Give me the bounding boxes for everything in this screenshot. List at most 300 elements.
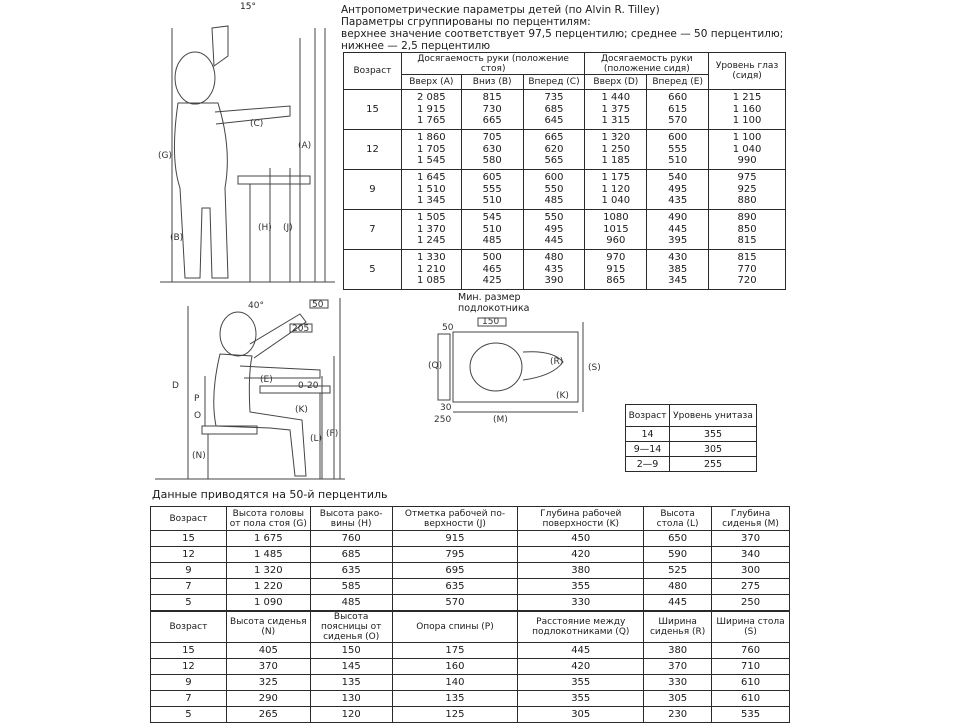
reach-value: 435 — [668, 195, 688, 207]
document-title: Антропометрические параметры детей (по Alvin R. Tilley) — [341, 4, 660, 16]
reach-value: 570 — [668, 115, 688, 127]
reach-value-cell-e — [647, 130, 709, 170]
reach-value: 815 — [737, 252, 757, 264]
reach-value: 975 — [737, 172, 757, 184]
reach-value: 815 — [482, 92, 502, 104]
reach-value: 1 315 — [601, 115, 631, 127]
reach-value-cell-e — [647, 90, 709, 130]
reach-value-cell-e — [647, 250, 709, 290]
dimensions-table-1-cell: 915 — [392, 531, 518, 547]
toilet-age-cell: 9—14 — [626, 442, 670, 457]
dimensions-table-2-cell: 230 — [644, 707, 712, 723]
reach-table-row — [344, 90, 786, 130]
dimensions-table-1-cell: 450 — [518, 531, 644, 547]
dimensions-table-2-cell: 355 — [518, 691, 644, 707]
dimensions-table-2-header-cell: Ширина сиденья (R) — [644, 612, 712, 643]
dimensions-table-1-header-cell: Отметка рабочей по-верхности (J) — [392, 507, 518, 531]
reach-value: 705 — [482, 132, 502, 144]
table-top — [238, 176, 310, 184]
dimensions-table-2-cell: 535 — [712, 707, 790, 723]
raised-arm-outline — [250, 314, 306, 358]
reach-value: 550 — [544, 183, 564, 195]
dimensions-table-1-cell: 355 — [518, 579, 644, 595]
armrest-label-r: (R) — [550, 357, 564, 367]
label-c: (C) — [250, 119, 264, 129]
reach-value: 660 — [668, 92, 688, 104]
reach-value-cell-c — [523, 210, 585, 250]
dimensions-table-2-row — [151, 659, 790, 675]
dimensions-table-2-cell: 160 — [392, 659, 518, 675]
reach-value: 1015 — [603, 223, 629, 235]
reach-value: 925 — [737, 183, 757, 195]
reach-value: 495 — [544, 223, 564, 235]
reach-value: 425 — [482, 275, 502, 287]
dimensions-table-1-cell: 1 675 — [226, 531, 310, 547]
toilet-level-cell: 305 — [670, 442, 757, 457]
dimensions-table-2-body — [151, 643, 790, 723]
dimensions-table-2-cell: 370 — [226, 659, 310, 675]
dimensions-table-1-header-cell: Высота головы от пола стоя (G) — [226, 507, 310, 531]
body-outline — [214, 354, 306, 476]
reach-table-row — [344, 250, 786, 290]
reach-value-cell-d — [585, 210, 647, 250]
eye-level-header: Уровень глаз (сидя) — [709, 53, 786, 90]
dimensions-table-1-cell: 525 — [644, 563, 712, 579]
dimensions-table-1-cell: 380 — [518, 563, 644, 579]
toilet-level-row — [626, 457, 757, 472]
reach-value: 770 — [737, 263, 757, 275]
dimensions-table-1-cell: 445 — [644, 595, 712, 611]
label-205: 205 — [292, 324, 310, 334]
reach-age-cell: 7 — [344, 210, 402, 250]
reach-value: 445 — [544, 235, 564, 247]
dimensions-table-1-row — [151, 595, 790, 611]
reach-value-cell-d — [585, 130, 647, 170]
reach-value-cell-e — [647, 210, 709, 250]
dimensions-table-2-cell: 135 — [310, 675, 392, 691]
col-up-a: Вверх (A) — [401, 75, 461, 90]
toilet-level-row — [626, 442, 757, 457]
dimensions-table-2-row — [151, 675, 790, 691]
armrest-label-50: 50 — [442, 323, 454, 333]
reach-value: 430 — [668, 252, 688, 264]
reach-value: 1 250 — [601, 143, 631, 155]
dimensions-table-2-cell: 15 — [151, 643, 227, 659]
reach-value: 1 245 — [417, 235, 446, 247]
reach-value: 1 370 — [417, 223, 446, 235]
dimensions-table-2-header — [151, 612, 790, 643]
child-head-plan — [470, 343, 522, 391]
label-50: 50 — [312, 300, 324, 310]
reach-value-cell-d — [585, 250, 647, 290]
reach-value-cell-d — [585, 90, 647, 130]
col-forward-e: Вперед (E) — [647, 75, 709, 90]
toilet-level-cell: 355 — [670, 427, 757, 442]
dimensions-table-2-cell: 5 — [151, 707, 227, 723]
dimensions-table-2-cell: 305 — [518, 707, 644, 723]
reach-value: 1 860 — [417, 132, 446, 144]
reach-value: 2 085 — [417, 92, 446, 104]
dimensions-table-2-cell: 7 — [151, 691, 227, 707]
dimensions-table-2-cell: 325 — [226, 675, 310, 691]
reach-value-cell-b — [461, 170, 523, 210]
reach-value: 600 — [544, 172, 564, 184]
reach-value: 510 — [482, 195, 502, 207]
reach-value-cell-a — [401, 130, 461, 170]
reach-value: 915 — [606, 263, 626, 275]
reach-value: 565 — [544, 155, 564, 167]
dimensions-table-2-cell: 130 — [310, 691, 392, 707]
reach-value: 385 — [668, 263, 688, 275]
angle-label: 15° — [240, 2, 256, 12]
dimensions-table-2-header-cell: Высота сиденья (N) — [226, 612, 310, 643]
reach-value: 615 — [668, 103, 688, 115]
dimensions-table-1-cell: 5 — [151, 595, 227, 611]
reach-value: 485 — [544, 195, 564, 207]
dimensions-table-2-cell: 370 — [644, 659, 712, 675]
dimensions-table-1-cell: 585 — [310, 579, 392, 595]
reach-age-cell: 15 — [344, 90, 402, 130]
dimensions-table-2-cell: 445 — [518, 643, 644, 659]
dimensions-table-2-row — [151, 691, 790, 707]
reach-age-cell: 5 — [344, 250, 402, 290]
reach-value: 510 — [668, 155, 688, 167]
dimensions-table-2-header-cell: Высота поясницы от сиденья (O) — [310, 612, 392, 643]
reach-value: 555 — [482, 183, 502, 195]
toilet-level-cell: 255 — [670, 457, 757, 472]
label-o: O — [194, 411, 202, 421]
dimensions-table-1-cell: 650 — [644, 531, 712, 547]
reach-value: 1 100 — [732, 132, 762, 144]
reach-value: 620 — [544, 143, 564, 155]
dimensions-table-1-cell: 12 — [151, 547, 227, 563]
dimensions-table-2-header-cell: Расстояние между подлокотниками (Q) — [518, 612, 644, 643]
reach-value: 465 — [482, 263, 502, 275]
dimensions-table-2-row — [151, 643, 790, 659]
reach-value: 1 345 — [417, 195, 446, 207]
dimensions-table-1-row — [151, 579, 790, 595]
armrest-title-1: Мин. размер — [458, 292, 521, 303]
reach-value-cell-c — [523, 130, 585, 170]
dimensions-table-2-cell: 380 — [644, 643, 712, 659]
head-outline — [220, 312, 256, 356]
armrest-label-m: (M) — [493, 415, 508, 424]
sitting-child-figure — [150, 296, 350, 486]
dimensions-table-2-cell: 9 — [151, 675, 227, 691]
reach-table — [343, 52, 786, 290]
armrest-label-k: (K) — [556, 391, 569, 401]
reach-value: 890 — [737, 212, 757, 224]
armrest-label-30: 30 — [440, 403, 452, 413]
sitting-reach-header: Досягаемость руки (положение сидя) — [585, 53, 709, 75]
reach-value: 630 — [482, 143, 502, 155]
reach-value: 1080 — [603, 212, 629, 224]
label-0-20: 0-20 — [298, 381, 319, 391]
reach-value: 1 320 — [601, 132, 631, 144]
reach-value-cell-f — [709, 170, 786, 210]
armrest-plan-figure — [428, 312, 613, 424]
reach-table-row — [344, 170, 786, 210]
header-line-4: нижнее — 2,5 перцентилю — [341, 40, 491, 52]
reach-value-cell-f — [709, 210, 786, 250]
dimensions-table-1-cell: 370 — [712, 531, 790, 547]
label-k: (K) — [295, 405, 308, 415]
reach-value: 600 — [668, 132, 688, 144]
armrest-title-2: подлокотника — [458, 303, 530, 314]
armrest-label-s: (S) — [588, 363, 601, 373]
reach-value-cell-b — [461, 250, 523, 290]
reach-value: 605 — [482, 172, 502, 184]
reach-value: 990 — [737, 155, 757, 167]
label-l: (L) — [310, 434, 323, 444]
col-up-d: Вверх (D) — [585, 75, 647, 90]
reach-value: 510 — [482, 223, 502, 235]
dimensions-table-2-cell: 355 — [518, 675, 644, 691]
dimensions-table-1-cell: 250 — [712, 595, 790, 611]
dimensions-table-2-cell: 145 — [310, 659, 392, 675]
dimensions-table-1-cell: 9 — [151, 563, 227, 579]
reach-value: 970 — [606, 252, 626, 264]
dimensions-table-2-cell: 290 — [226, 691, 310, 707]
toilet-level-header: Уровень унитаза — [670, 405, 757, 427]
dimensions-table-1-cell: 340 — [712, 547, 790, 563]
dimensions-table-2-cell: 710 — [712, 659, 790, 675]
reach-value: 850 — [737, 223, 757, 235]
reach-value-cell-f — [709, 90, 786, 130]
label-a: (A) — [298, 141, 312, 151]
dimensions-table-1-header — [151, 507, 790, 531]
toilet-level-row — [626, 427, 757, 442]
raised-arm-outline — [212, 26, 228, 66]
reach-value: 1 215 — [732, 92, 762, 104]
label-40deg: 40° — [248, 301, 264, 311]
reach-value: 735 — [544, 92, 564, 104]
reach-value: 1 100 — [732, 115, 762, 127]
label-j: (J) — [283, 223, 293, 233]
dimensions-table-2-cell: 135 — [392, 691, 518, 707]
reach-value: 490 — [668, 212, 688, 224]
dimensions-table-2-cell: 760 — [712, 643, 790, 659]
reach-value: 395 — [668, 235, 688, 247]
toilet-level-table-body — [626, 427, 757, 472]
reach-value: 545 — [482, 212, 502, 224]
dimensions-table-2-cell: 140 — [392, 675, 518, 691]
reach-value-cell-a — [401, 210, 461, 250]
desk-top — [260, 386, 330, 393]
reach-value: 1 185 — [601, 155, 631, 167]
dimensions-table-1-cell: 695 — [392, 563, 518, 579]
dimensions-table-1-cell: 420 — [518, 547, 644, 563]
dimensions-table-1-cell: 15 — [151, 531, 227, 547]
dimensions-table-1-header-cell: Глубина рабочей поверхности (K) — [518, 507, 644, 531]
col-forward-c: Вперед (C) — [523, 75, 585, 90]
body-outline — [174, 103, 228, 278]
reach-value: 865 — [606, 275, 626, 287]
label-n: (N) — [192, 451, 206, 461]
reach-value-cell-a — [401, 170, 461, 210]
label-g: (G) — [158, 151, 172, 161]
label-f: (F) — [326, 429, 339, 439]
reach-value: 1 175 — [601, 172, 631, 184]
dimensions-table-2-cell: 175 — [392, 643, 518, 659]
dimensions-table-1-cell: 635 — [310, 563, 392, 579]
dimensions-table-1-cell: 485 — [310, 595, 392, 611]
reach-value: 960 — [606, 235, 626, 247]
dimensions-table-1-body — [151, 531, 790, 611]
label-e: (E) — [260, 375, 273, 385]
reach-value: 1 645 — [417, 172, 446, 184]
dimensions-table-2-cell: 12 — [151, 659, 227, 675]
reach-value: 435 — [544, 263, 564, 275]
reach-value-cell-c — [523, 170, 585, 210]
label-b: (B) — [170, 233, 184, 243]
reach-value-cell-b — [461, 90, 523, 130]
reach-value: 1 040 — [601, 195, 631, 207]
toilet-age-header: Возраст — [626, 405, 670, 427]
dimensions-table-1-row — [151, 563, 790, 579]
dimensions-table-1-row — [151, 547, 790, 563]
toilet-age-cell: 2—9 — [626, 457, 670, 472]
reach-value: 1 440 — [601, 92, 631, 104]
reach-value: 1 545 — [417, 155, 446, 167]
dimensions-table-1-cell: 795 — [392, 547, 518, 563]
dimensions-table-2-cell: 610 — [712, 691, 790, 707]
standing-reach-header: Досягаемость руки (положение стоя) — [401, 53, 585, 75]
reach-value: 730 — [482, 103, 502, 115]
reach-value: 1 765 — [417, 115, 446, 127]
reach-value: 1 160 — [732, 103, 762, 115]
reach-value: 445 — [668, 223, 688, 235]
reach-value-cell-e — [647, 170, 709, 210]
reach-value: 1 040 — [732, 143, 762, 155]
dimensions-table-2-header-cell: Возраст — [151, 612, 227, 643]
reach-age-cell: 9 — [344, 170, 402, 210]
reach-value: 1 510 — [417, 183, 446, 195]
dimensions-table-1-cell: 1 320 — [226, 563, 310, 579]
reach-value: 555 — [668, 143, 688, 155]
reach-value: 550 — [544, 212, 564, 224]
col-age-header: Возраст — [344, 53, 402, 90]
label-p: P — [194, 394, 200, 404]
reach-value-cell-f — [709, 130, 786, 170]
reach-value: 815 — [737, 235, 757, 247]
label-d: D — [172, 381, 179, 391]
reach-table-body — [344, 90, 786, 290]
dimensions-table-1-cell: 760 — [310, 531, 392, 547]
standing-child-figure — [150, 8, 340, 290]
reach-table-row — [344, 130, 786, 170]
dimensions-table-2-cell: 265 — [226, 707, 310, 723]
dimensions-table-2-cell: 305 — [644, 691, 712, 707]
reach-value: 1 915 — [417, 103, 446, 115]
head-outline — [175, 52, 215, 104]
reach-value-cell-d — [585, 170, 647, 210]
reach-value: 480 — [544, 252, 564, 264]
col-down-b: Вниз (B) — [461, 75, 523, 90]
reach-value: 390 — [544, 275, 564, 287]
dimensions-table-1 — [150, 506, 790, 611]
dimensions-table-2-cell: 125 — [392, 707, 518, 723]
dimensions-table-2-header-cell: Опора спины (P) — [392, 612, 518, 643]
dimensions-table-1-cell: 300 — [712, 563, 790, 579]
label-h: (H) — [258, 223, 272, 233]
dimensions-table-1-cell: 570 — [392, 595, 518, 611]
dimensions-table-2 — [150, 611, 790, 723]
reach-value-cell-b — [461, 210, 523, 250]
dimensions-table-1-cell: 685 — [310, 547, 392, 563]
dimensions-table-2-cell: 420 — [518, 659, 644, 675]
dimensions-table-2-cell: 405 — [226, 643, 310, 659]
dimensions-table-1-cell: 7 — [151, 579, 227, 595]
reach-value: 345 — [668, 275, 688, 287]
armrest-label-250: 250 — [434, 415, 452, 424]
reach-value: 685 — [544, 103, 564, 115]
reach-table-row — [344, 210, 786, 250]
reach-value: 1 210 — [417, 263, 446, 275]
dimensions-table-2-row — [151, 707, 790, 723]
reach-value-cell-a — [401, 250, 461, 290]
reach-value-cell-f — [709, 250, 786, 290]
dimensions-table-1-header-cell: Высота стола (L) — [644, 507, 712, 531]
dimensions-table-1-cell: 590 — [644, 547, 712, 563]
dimensions-table-2-cell: 120 — [310, 707, 392, 723]
armrest-label-150: 150 — [482, 317, 500, 327]
dimensions-table-2-cell: 150 — [310, 643, 392, 659]
toilet-age-cell: 14 — [626, 427, 670, 442]
reach-value: 1 120 — [601, 183, 631, 195]
dimensions-table-1-cell: 1 090 — [226, 595, 310, 611]
dimensions-table-2-cell: 330 — [644, 675, 712, 691]
reach-value: 880 — [737, 195, 757, 207]
reach-value: 485 — [482, 235, 502, 247]
reach-value: 540 — [668, 172, 688, 184]
dimensions-table-1-cell: 330 — [518, 595, 644, 611]
reach-value: 1 330 — [417, 252, 446, 264]
reach-value-cell-c — [523, 250, 585, 290]
reach-value-cell-b — [461, 130, 523, 170]
toilet-level-table — [625, 404, 757, 472]
reach-value: 1 085 — [417, 275, 446, 287]
reach-age-cell: 12 — [344, 130, 402, 170]
dimensions-table-1-header-cell: Глубина сиденья (M) — [712, 507, 790, 531]
reach-value: 1 505 — [417, 212, 446, 224]
reach-value: 645 — [544, 115, 564, 127]
dimensions-table-1-cell: 480 — [644, 579, 712, 595]
forward-arm-outline — [240, 366, 320, 378]
reach-value: 665 — [482, 115, 502, 127]
dimensions-table-2-header-cell: Ширина стола (S) — [712, 612, 790, 643]
dimensions-table-1-cell: 1 485 — [226, 547, 310, 563]
reach-value: 580 — [482, 155, 502, 167]
reach-value: 495 — [668, 183, 688, 195]
dimensions-table-1-header-cell: Возраст — [151, 507, 227, 531]
dimensions-table-2-cell: 610 — [712, 675, 790, 691]
reach-value: 1 375 — [601, 103, 631, 115]
dimensions-table-1-cell: 1 220 — [226, 579, 310, 595]
reach-value: 500 — [482, 252, 502, 264]
reach-value-cell-a — [401, 90, 461, 130]
percentile-caption: Данные приводятся на 50-й перцентиль — [152, 488, 388, 501]
reach-value: 1 705 — [417, 143, 446, 155]
reach-value-cell-c — [523, 90, 585, 130]
dimensions-table-1-header-cell: Высота рако-вины (H) — [310, 507, 392, 531]
header-line-2: Параметры сгруппированы по перцентилям: — [341, 16, 591, 28]
armrest-label-q: (Q) — [428, 361, 443, 371]
dimensions-table-1-cell: 635 — [392, 579, 518, 595]
reach-value: 720 — [737, 275, 757, 287]
dimensions-table-1-row — [151, 531, 790, 547]
header-line-3: верхнее значение соответствует 97,5 перцентилю; среднее — 50 перцентилю; — [341, 28, 784, 40]
